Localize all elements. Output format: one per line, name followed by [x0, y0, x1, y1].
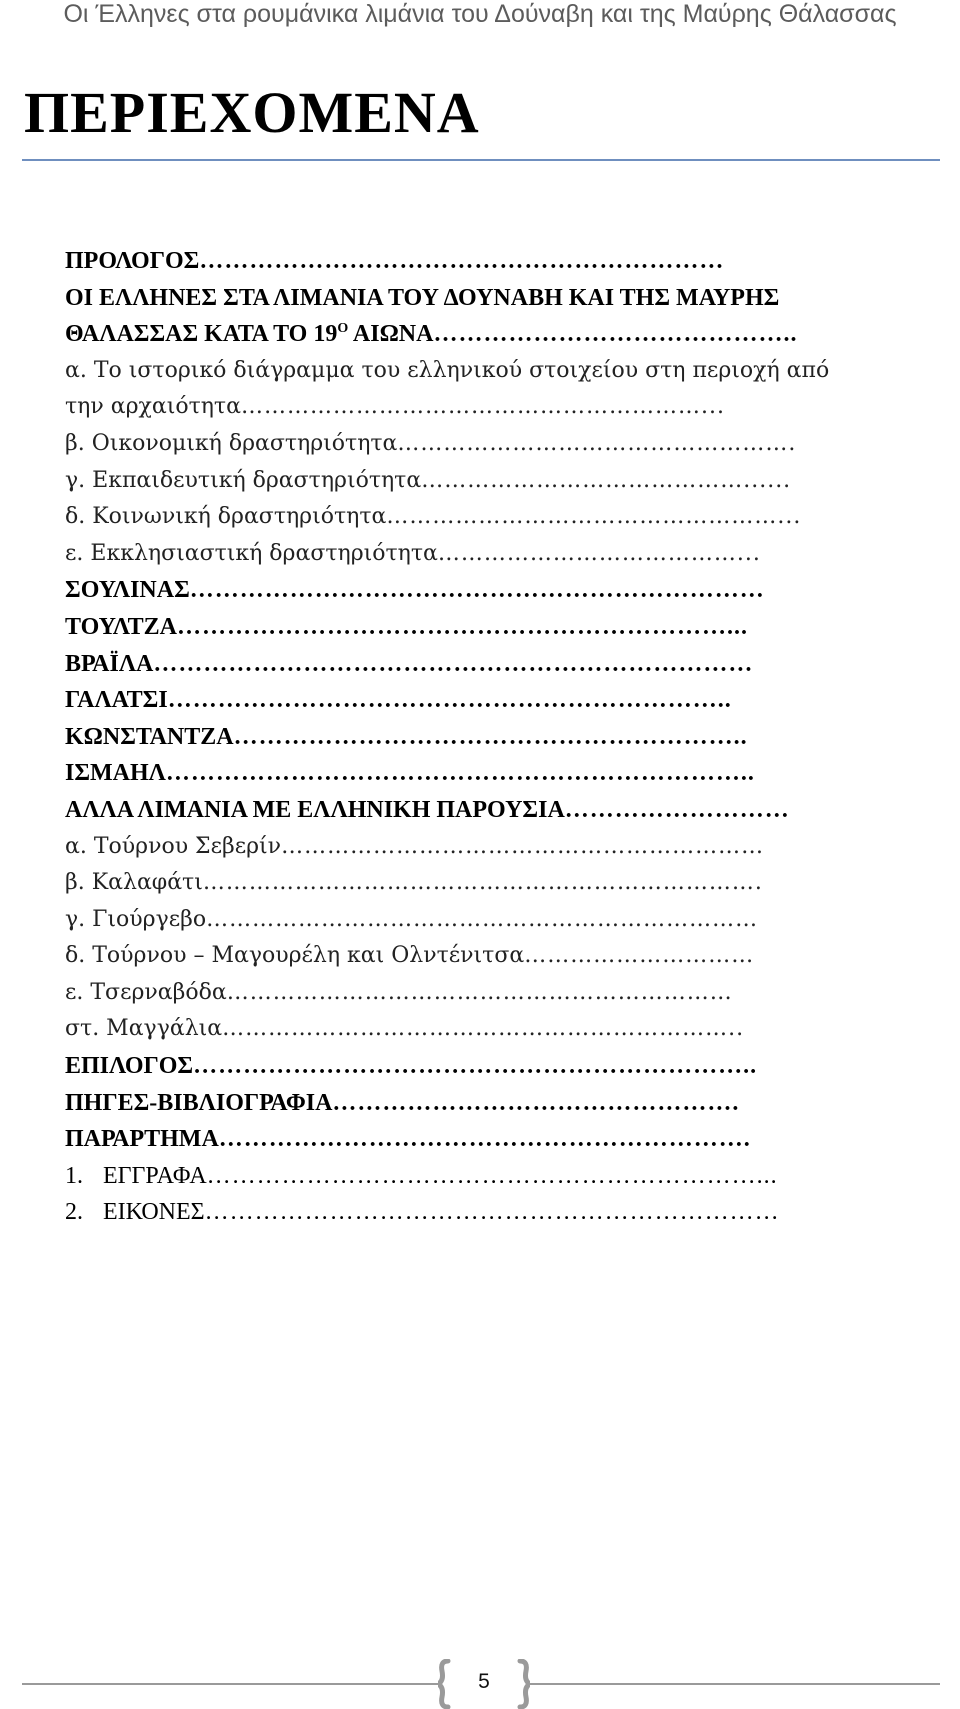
toc-entry-title: ΠΑΡΑΡΤΗΜΑ	[65, 1126, 219, 1153]
toc-entry[interactable]	[65, 938, 935, 975]
toc-dot-leader: ………………………………………………………………	[206, 906, 759, 932]
toc-entry[interactable]	[65, 1011, 935, 1048]
toc-entry-title: ΤΟΥΛΤΖΑ	[65, 613, 177, 640]
toc-dot-leader: ……………………………………………………………	[204, 1199, 780, 1226]
toc-entry[interactable]	[65, 280, 935, 317]
toc-dot-leader: ……………………………………………………………….	[202, 870, 763, 896]
toc-dot-leader: ……………………………………………………….	[218, 1126, 751, 1153]
toc-dot-leader: ………………………………………………………	[199, 248, 725, 274]
toc-entry[interactable]	[65, 389, 935, 426]
toc-entry-title: α. Το ιστορικό διάγραμμα του ελληνικού στοιχείου στη περιοχή από	[65, 357, 830, 383]
toc-entry[interactable]	[65, 609, 935, 646]
footer-rule-left	[22, 1683, 440, 1685]
toc-dot-leader: ………………………………………………………	[281, 833, 765, 859]
page-title: ΠΕΡΙΕΧΟΜΕΝΑ	[24, 80, 480, 145]
toc-entry-title: ΣΟΥΛΙΝΑΣ	[65, 577, 190, 604]
toc-entry-title: ΠΗΓΕΣ-ΒΙΒΛΙΟΓΡΑΦΙΑ	[65, 1089, 333, 1116]
toc-entry-title: ΑΛΛΑ ΛΙΜΑΝΙΑ ΜΕ ΕΛΛΗΝΙΚΗ ΠΑΡΟΥΣΙΑ	[65, 796, 565, 823]
toc-entry-title-continued: ΑΙΩΝΑ	[348, 321, 434, 348]
toc-dot-leader: …………………………………………………………..	[193, 1053, 758, 1080]
toc-entry[interactable]	[65, 572, 935, 609]
toc-dot-leader: …………………………………...	[437, 540, 761, 566]
toc-entry-title: γ. Γιούργεβο	[65, 906, 207, 932]
toc-dot-leader: ……………………………………………………………	[189, 577, 765, 604]
toc-entry-title: β. Καλαφάτι	[65, 870, 203, 896]
toc-entry[interactable]	[65, 719, 935, 756]
toc-entry-title: α. Τούρνου Σεβερίν	[65, 833, 282, 859]
toc-entry[interactable]	[65, 682, 935, 719]
toc-entry-number: 2.	[65, 1199, 83, 1226]
toc-entry-title: γ. Εκπαιδευτική δραστηριότητα	[65, 467, 422, 493]
toc-entry[interactable]	[65, 1048, 935, 1085]
table-of-contents	[65, 243, 935, 1231]
toc-entry-title: την αρχαιότητα	[65, 394, 241, 420]
toc-entry-title: ΕΓΓΡΑΦΑ	[103, 1162, 207, 1189]
toc-entry[interactable]	[65, 1158, 935, 1195]
toc-dot-leader: ………………………………………….	[332, 1089, 740, 1116]
toc-entry-title: στ. Μαγγάλια	[65, 1016, 223, 1042]
toc-entry-title: ΙΣΜΑΗΛ	[65, 760, 166, 787]
toc-dot-leader: ……………………………………..	[433, 321, 798, 348]
toc-dot-leader: …………………………………………………………..	[222, 1016, 745, 1042]
toc-dot-leader: …………………………………………….	[397, 430, 797, 456]
toc-entry-title: δ. Κοινωνική δραστηριότητα	[65, 504, 387, 530]
toc-entry[interactable]	[65, 316, 935, 353]
running-header: Οι Έλληνες στα ρουμάνικα λιμάνια του Δούναβη και της Μαύρης Θάλασσας	[63, 0, 897, 28]
toc-entry[interactable]	[65, 829, 935, 866]
toc-dot-leader: ……………………………………………………………..	[165, 760, 755, 787]
toc-entry-title: ΟΙ ΕΛΛΗΝΕΣ ΣΤΑ ΛΙΜΑΝΙΑ ΤΟΥ ΔΟΥΝΑΒΗ ΚΑΙ ΤΗΣ ΜΑΥΡΗΣ	[65, 284, 780, 311]
toc-dot-leader: …………………………………………………………...	[206, 1162, 778, 1189]
toc-dot-leader: …………………………………………………………...	[176, 613, 748, 640]
toc-entry[interactable]	[65, 243, 935, 280]
toc-dot-leader: …………………………	[524, 943, 755, 969]
toc-dot-leader: ………………………	[564, 796, 790, 823]
toc-entry-title: ΕΙΚΟΝΕΣ	[103, 1199, 205, 1226]
toc-dot-leader: …………………………………………………………..	[167, 687, 732, 714]
toc-entry[interactable]	[65, 792, 935, 829]
toc-entry[interactable]	[65, 646, 935, 683]
toc-entry[interactable]	[65, 353, 935, 390]
toc-entry[interactable]	[65, 1194, 935, 1231]
toc-entry[interactable]	[65, 536, 935, 573]
toc-entry-title: ΚΩΝΣΤΑΝΤΖΑ	[65, 723, 234, 750]
page-number: 5	[478, 1670, 490, 1693]
page-number-frame	[438, 1659, 530, 1709]
toc-dot-leader: ……………………………………......	[421, 467, 792, 493]
footer-rule-right	[528, 1683, 940, 1685]
toc-entry[interactable]	[65, 463, 935, 500]
toc-dot-leader: ………………………………………………………………	[153, 650, 754, 677]
toc-entry-title: ΠΡΟΛΟΓΟΣ	[65, 248, 200, 274]
toc-entry[interactable]	[65, 499, 935, 536]
toc-entry[interactable]	[65, 865, 935, 902]
toc-entry-title: ε. Εκκλησιαστική δραστηριότητα	[65, 540, 438, 566]
toc-entry-title: ΕΠΙΛΟΓΟΣ	[65, 1053, 194, 1080]
toc-entry-superscript: Ο	[337, 321, 349, 337]
toc-entry-title: ε. Τσερναβόδα	[65, 979, 227, 1005]
toc-entry-title: ΒΡΑΪΛΑ	[65, 650, 154, 677]
toc-dot-leader: ……………………………………………...	[386, 504, 802, 530]
toc-entry[interactable]	[65, 1121, 935, 1158]
toc-entry-number: 1.	[65, 1162, 83, 1189]
toc-entry[interactable]	[65, 1085, 935, 1122]
toc-entry-title: ΓΑΛΑΤΣΙ	[65, 687, 168, 714]
toc-entry[interactable]	[65, 426, 935, 463]
toc-entry-title: β. Οικονομική δραστηριότητα	[65, 430, 398, 456]
toc-dot-leader: ……………………………………………………...	[240, 394, 725, 420]
toc-entry[interactable]	[65, 902, 935, 939]
toc-dot-leader: …………………………………………………………	[226, 979, 733, 1005]
title-rule	[22, 159, 940, 161]
toc-dot-leader: ……………………………………………………..	[233, 723, 748, 750]
toc-entry[interactable]	[65, 755, 935, 792]
toc-entry[interactable]	[65, 975, 935, 1012]
toc-entry-title: δ. Τούρνου – Μαγουρέλη και Ολντένιτσα	[65, 943, 525, 969]
toc-entry-title: ΘΑΛΑΣΣΑΣ ΚΑΤΑ ΤΟ 19	[65, 321, 338, 348]
